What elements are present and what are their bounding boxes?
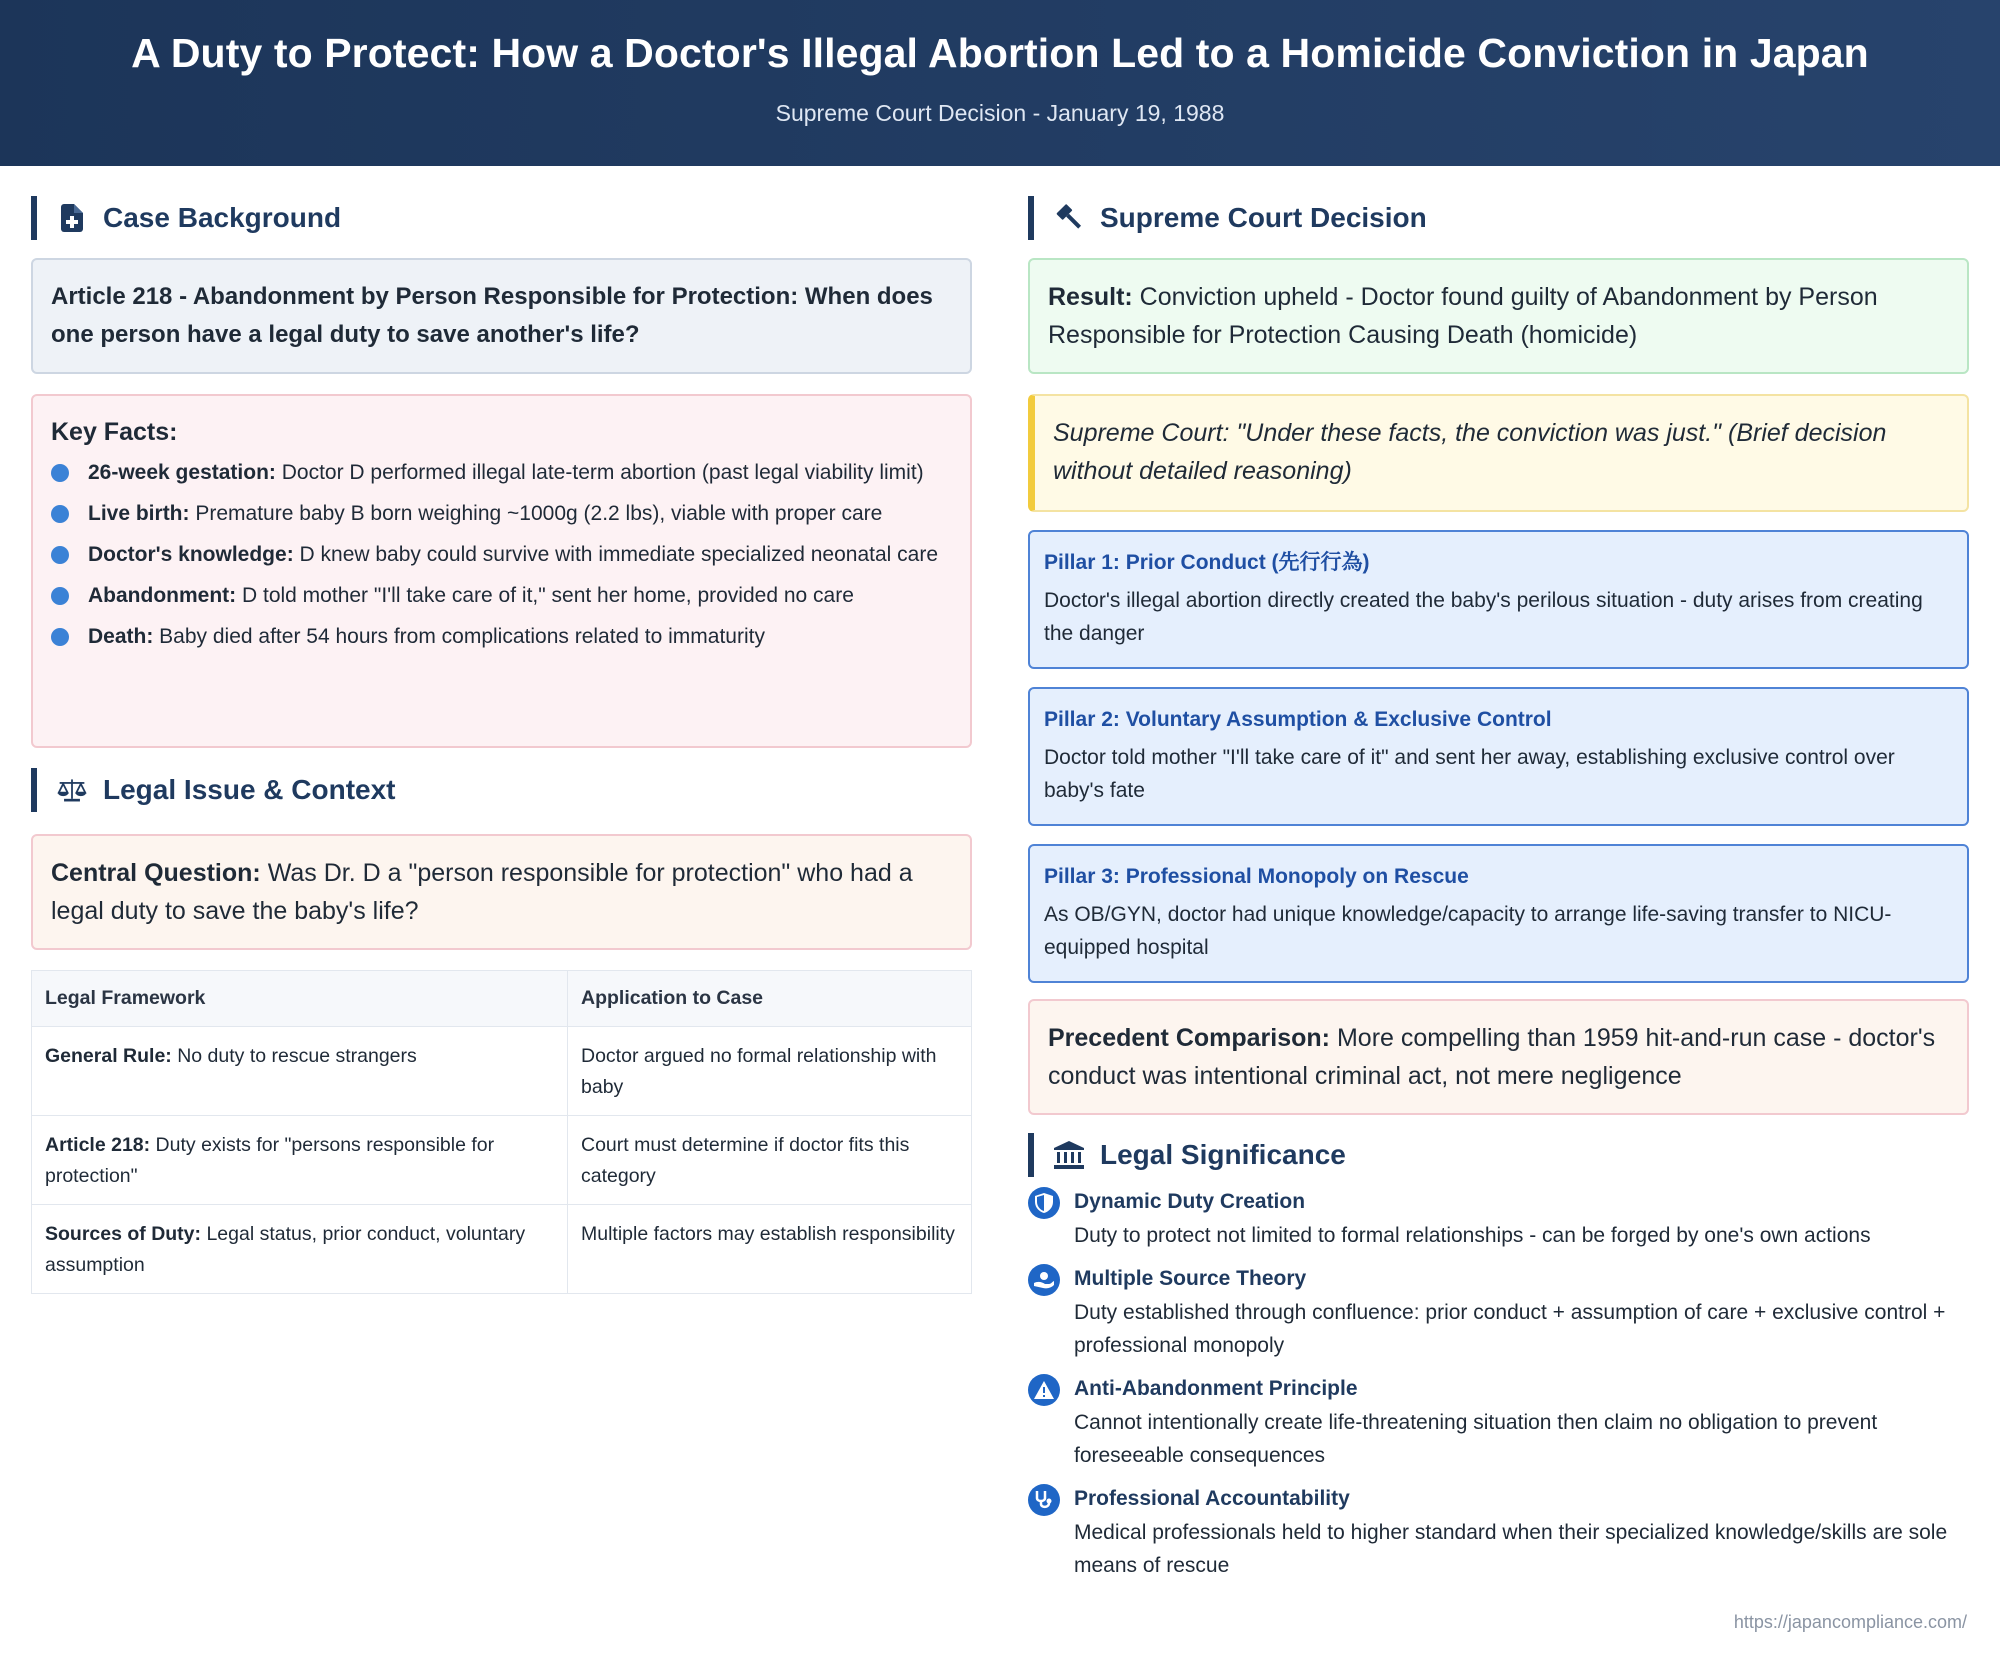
pillar-title: Pillar 2: Voluntary Assumption & Exclusive Control <box>1044 708 1552 731</box>
significance-text: Medical professionals held to higher standard when their specialized knowledge/skills are sole means of rescue <box>1074 1521 1948 1577</box>
application-cell: Multiple factors may establish responsibility <box>568 1205 972 1294</box>
right-column <box>1028 196 1969 1582</box>
table-row <box>32 1205 972 1294</box>
fact-item: 26-week gestation: Doctor D performed illegal late-term abortion (past legal viability limit) <box>51 457 952 488</box>
stethoscope-icon <box>1028 1484 1060 1516</box>
central-question-text: Was Dr. D a "person responsible for protection" who had a legal duty to save the baby's life? <box>51 859 913 925</box>
significance-title: Multiple Source Theory <box>1074 1267 1307 1290</box>
key-facts-title: Key Facts: <box>51 418 178 446</box>
significance-text: Duty to protect not limited to formal relationships - can be forged by one's own actions <box>1074 1224 1871 1247</box>
page-title: A Duty to Protect: How a Doctor's Illegal Abortion Led to a Homicide Conviction in Japan <box>131 30 1869 76</box>
bullet-icon <box>51 505 69 523</box>
significance-text: Duty established through confluence: prior conduct + assumption of care + exclusive control + professional monopoly <box>1074 1301 1946 1357</box>
pillar-card <box>1028 530 1969 669</box>
bullet-icon <box>51 464 69 482</box>
significance-title: Dynamic Duty Creation <box>1074 1190 1306 1213</box>
landmark-icon <box>1054 1140 1084 1170</box>
significance-title: Anti-Abandonment Principle <box>1074 1377 1358 1400</box>
article-label: Article 218 - Abandonment by Person Responsible for Protection: <box>51 283 799 310</box>
court-quote-box: Supreme Court: "Under these facts, the conviction was just." (Brief decision without detailed reasoning) <box>1028 394 1969 512</box>
hand-holding-icon <box>1028 1264 1060 1296</box>
gavel-icon <box>1054 203 1084 233</box>
table-header-row <box>32 971 972 1027</box>
legal-significance-heading: Legal Significance <box>1028 1133 1969 1177</box>
significance-title: Professional Accountability <box>1074 1487 1350 1510</box>
central-question-label: Central Question: <box>51 859 261 887</box>
shield-icon <box>1028 1187 1060 1219</box>
page-subtitle: Supreme Court Decision - January 19, 1988 <box>775 100 1225 126</box>
column-header: Legal Framework <box>32 971 568 1027</box>
supreme-court-heading: Supreme Court Decision <box>1028 196 1969 240</box>
pillar-text: As OB/GYN, doctor had unique knowledge/capacity to arrange life-saving transfer to NICU-equipped hospital <box>1044 903 1892 959</box>
bullet-icon <box>51 587 69 605</box>
bullet-icon <box>51 546 69 564</box>
central-question-box <box>31 834 972 950</box>
fact-item: Doctor's knowledge: D knew baby could survive with immediate specialized neonatal care <box>51 539 952 570</box>
application-cell: Court must determine if doctor fits this category <box>568 1116 972 1205</box>
pillar-title: Pillar 1: Prior Conduct (先行行為) <box>1044 551 1370 574</box>
precedent-box <box>1028 999 1969 1115</box>
left-column <box>31 196 972 1294</box>
balance-scale-icon <box>57 775 87 805</box>
pillar-card <box>1028 844 1969 983</box>
key-facts-box <box>31 394 972 748</box>
significance-item <box>1028 1484 1969 1582</box>
pillar-text: Doctor told mother "I'll take care of it" and sent her away, establishing exclusive control over baby's fate <box>1044 746 1895 802</box>
legal-framework-table <box>31 970 972 1294</box>
result-text: Conviction upheld - Doctor found guilty of Abandonment by Person Responsible for Protection Causing Death (homicide) <box>1048 283 1878 349</box>
framework-cell: General Rule: No duty to rescue strangers <box>32 1027 568 1116</box>
significance-item <box>1028 1264 1969 1362</box>
case-background-heading: Case Background <box>31 196 972 240</box>
result-box <box>1028 258 1969 374</box>
table-row <box>32 1116 972 1205</box>
pillar-text: Doctor's illegal abortion directly created the baby's perilous situation - duty arises from creating the danger <box>1044 589 1923 645</box>
fact-item: Abandonment: D told mother "I'll take care of it," sent her home, provided no care <box>51 580 952 611</box>
significance-item <box>1028 1374 1969 1472</box>
framework-cell: Article 218: Duty exists for "persons responsible for protection" <box>32 1116 568 1205</box>
application-cell: Doctor argued no formal relationship with baby <box>568 1027 972 1116</box>
result-label: Result: <box>1048 283 1133 311</box>
pillar-card <box>1028 687 1969 826</box>
bullet-icon <box>51 628 69 646</box>
column-header: Application to Case <box>568 971 972 1027</box>
framework-cell: Sources of Duty: Legal status, prior conduct, voluntary assumption <box>32 1205 568 1294</box>
significance-text: Cannot intentionally create life-threatening situation then claim no obligation to prevent foreseeable consequences <box>1074 1411 1878 1467</box>
source-url: https://japancompliance.com/ <box>1733 1612 1967 1632</box>
fact-item: Death: Baby died after 54 hours from complications related to immaturity <box>51 621 952 652</box>
precedent-text: More compelling than 1959 hit-and-run case - doctor's conduct was intentional criminal act, not mere negligence <box>1048 1024 1936 1090</box>
article-218-box <box>31 258 972 374</box>
significance-item <box>1028 1187 1969 1252</box>
file-medical-icon <box>57 203 87 233</box>
article-text: When does one person have a legal duty to save another's life? <box>51 283 933 348</box>
fact-item: Live birth: Premature baby B born weighing ~1000g (2.2 lbs), viable with proper care <box>51 498 952 529</box>
pillar-title: Pillar 3: Professional Monopoly on Rescue <box>1044 865 1469 888</box>
warning-icon <box>1028 1374 1060 1406</box>
table-row <box>32 1027 972 1116</box>
legal-issue-heading: Legal Issue & Context <box>31 768 972 812</box>
precedent-label: Precedent Comparison: <box>1048 1024 1331 1052</box>
page-header <box>0 0 2000 166</box>
